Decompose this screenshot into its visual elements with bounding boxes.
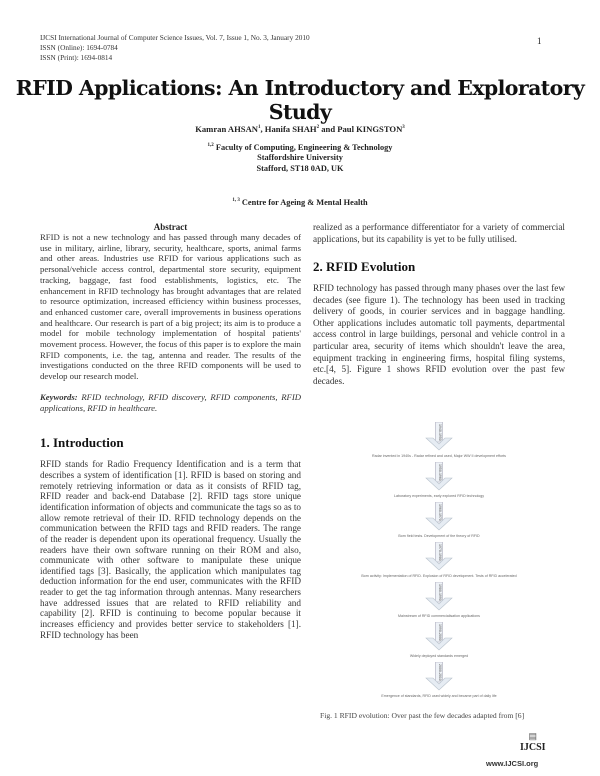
- evolution-step: Mainstream of RFID commercialisation applications: [398, 614, 480, 618]
- evolution-step: Radar invented in 1940s - Radar refined and used, Major WW II development efforts: [372, 454, 506, 458]
- page-number: 1: [537, 36, 542, 46]
- arrow-period-label: 1970-1980: [438, 544, 442, 561]
- down-arrow-icon: [423, 542, 455, 572]
- paper-title: RFID Applications: An Introductory and Exploratory Study: [15, 76, 585, 124]
- evolution-step: Widely deployed standards emerged: [409, 654, 469, 658]
- arrow-period-label: 1950-1960: [438, 464, 442, 481]
- keywords-label: Keywords:: [40, 391, 78, 402]
- down-arrow-icon: [423, 422, 455, 452]
- ijcsi-logo: [520, 731, 546, 753]
- author-name: Paul KINGSTON: [337, 123, 403, 134]
- footer-url: www.IJCSI.org: [486, 759, 539, 768]
- author-sup: 1: [258, 125, 261, 130]
- intro-text: RFID stands for Radio Frequency Identification and is a term that describes a system of identification [1]. RFID is based on storing and remotely retrieving information or data as it consists of RFID tag, RFID reader and back-end Database [2]. RFID tags store unique identification information of objects and communicate the tags so as to allow remote retrieval of their ID. RFID technology depends on the communication between the RFID tags and RFID readers. The range of the reader is dependent upon its operational frequency. Usually the readers have their own software running on their ROM and also, communicate with other software to manipulate these unique identified tags [3]. Basically, the application which manipulates tag deduction information for the end user, communicates with the RFID reader to get the tag information through antennas. Many researchers have addressed issues that are related to RFID reliability and capability [2]. RFID is continuing to become popular because it increases efficiency and provides better service to stakeholders [1]. RFID technology has been: [40, 459, 301, 640]
- affiliation-line: Faculty of Computing, Engineering & Technology: [215, 142, 393, 152]
- author-separator: and: [319, 123, 338, 134]
- evolution-step: Born activity: Implementation of RFID. Explosion of RFID development. Tests of RFID accelerated: [361, 574, 517, 578]
- journal-line: IJCSI International Journal of Computer Science Issues, Vol. 7, Issue 1, No. 3, January 2010: [40, 33, 310, 42]
- evolution-step: Emergence of standards, RFID used widely and became part of daily life: [381, 694, 497, 698]
- arrow-period-label: 1940-1950: [438, 424, 442, 441]
- down-arrow-icon: [423, 462, 455, 492]
- affiliation-1: [0, 141, 600, 174]
- evolution-step: Born field tests. Development of the theory of RFID: [398, 534, 480, 538]
- book-icon: ▤: [528, 731, 538, 741]
- left-column: [40, 222, 301, 640]
- author-sup: 2: [316, 125, 320, 130]
- intro-continued: realized as a performance differentiator for a variety of commercial applications, but its capability is yet to be fully utilised.: [313, 222, 565, 244]
- down-arrow-icon: [423, 662, 455, 692]
- evolution-text: RFID technology has passed through many phases over the last few decades (see figure 1). The technology has been used in tracking delivery of goods, in courier services and in baggage handling. Other applications includes automatic toll payments, departmental access control in large buildings, personal and vehicle control in a particular area, security of items which shouldn't leave the area, equipment tracking in engineering firms, hospital filing systems, etc.[4, 5]. Figure 1 shows RFID evolution over the past few decades.: [313, 283, 565, 386]
- keywords: [40, 392, 301, 413]
- down-arrow-icon: [423, 502, 455, 532]
- logo-text: IJCSI: [520, 742, 546, 753]
- down-arrow-icon: [423, 582, 455, 612]
- intro-heading: 1. Introduction: [40, 435, 124, 451]
- right-column: [313, 222, 565, 387]
- affiliation-line: Centre for Ageing & Mental Health: [241, 197, 368, 207]
- arrow-period-label: 2000-2010: [438, 664, 442, 681]
- affiliation-sup: 1,2: [207, 143, 214, 148]
- running-header: [40, 33, 310, 63]
- evolution-heading: 2. RFID Evolution: [313, 259, 416, 274]
- arrow-period-label: 1990-2000: [438, 624, 442, 641]
- figure-caption: Fig. 1 RFID evolution: Over past the few decades adapted from [6]: [320, 711, 525, 720]
- authors: [0, 123, 600, 134]
- author-separator: ,: [260, 123, 265, 134]
- affiliation-line: Stafford, ST18 0AD, UK: [256, 163, 344, 173]
- author-name: Hanifa SHAH: [264, 123, 317, 134]
- rfid-evolution-figure: [313, 422, 565, 712]
- arrow-period-label: 1960-1970: [438, 504, 442, 521]
- author-sup: 3: [402, 125, 405, 130]
- affiliation-sup: 1, 3: [232, 198, 240, 203]
- down-arrow-icon: [423, 622, 455, 652]
- issn-online: ISSN (Online): 1694-0784: [40, 43, 118, 52]
- issn-print: ISSN (Print): 1694-0814: [40, 53, 113, 62]
- affiliation-line: Staffordshire University: [257, 153, 343, 163]
- author-name: Kamran AHSAN: [195, 123, 258, 134]
- abstract-text: RFID is not a new technology and has passed through many decades of use in military, airline, library, security, healthcare, sports, animal farms and other areas. Industries use RFID for various applications such as personal/vehicle access control, departmental store security, equipment tracking, baggage, fast food establishments, logistics, etc. The enhancement in RFID technology has brought advantages that are related to resource optimization, increased efficiency within business processes, and enhanced customer care, overall improvements in business operations and healthcare. Our research is part of a big project; its aim is to produce a model for mobile technology implementation of hospital patients' movement process. However, the focus of this paper is to explore the main RFID components, i.e. the tag, antenna and reader. The results of the investigations conducted on the three RFID components will be used to develop our research model.: [40, 232, 301, 382]
- abstract-heading: Abstract: [153, 222, 188, 232]
- affiliation-2: [0, 196, 600, 208]
- evolution-step: Laboratory experiments, early explored RFID technology: [393, 494, 485, 498]
- keywords-text: RFID technology, RFID discovery, RFID components, RFID applications, RFID in healthcare.: [40, 391, 302, 413]
- arrow-period-label: 1980-1990: [438, 584, 442, 601]
